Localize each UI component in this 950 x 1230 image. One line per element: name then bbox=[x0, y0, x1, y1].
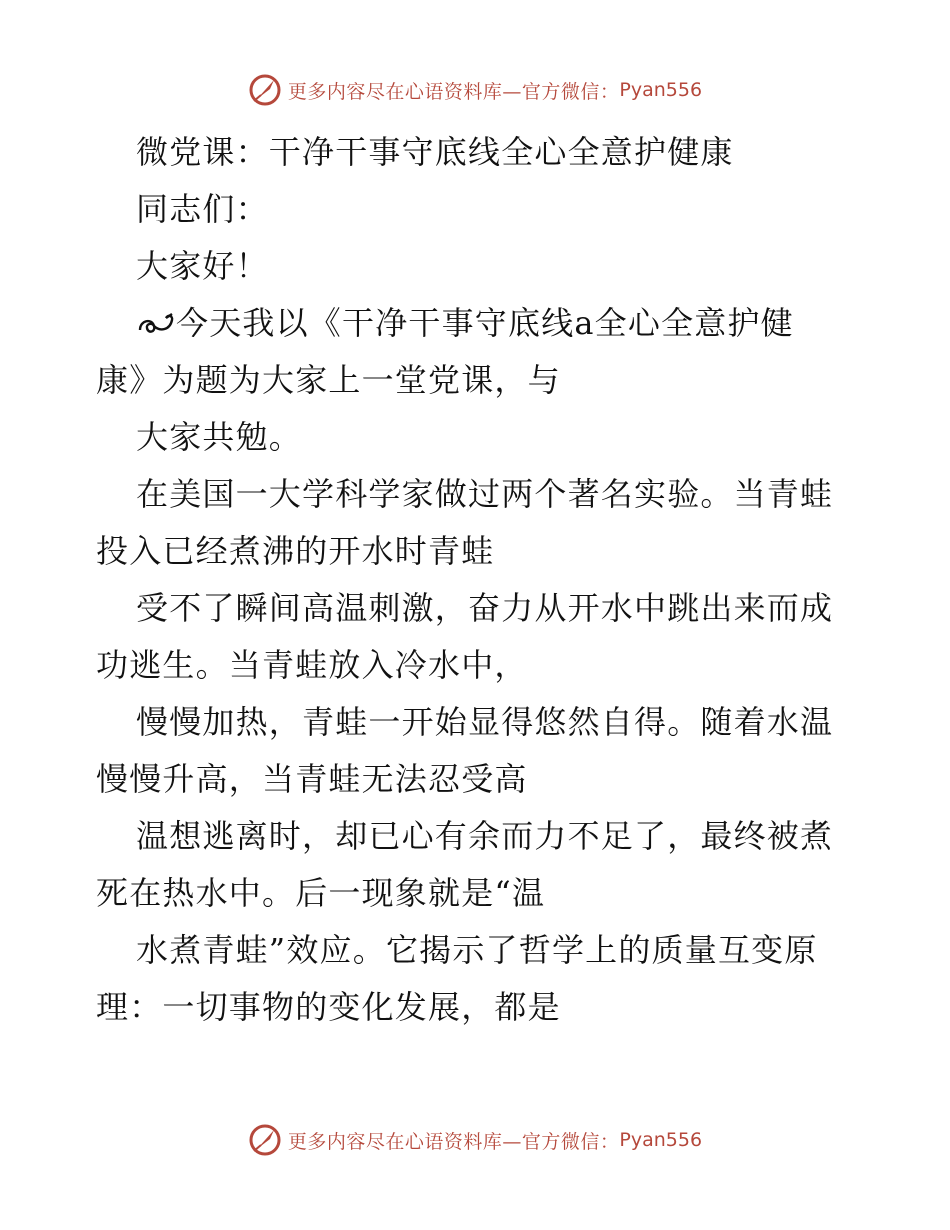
footer-banner bbox=[0, 1120, 950, 1160]
banner-contact: Pyan556 bbox=[619, 1129, 703, 1151]
feather-pen-circle-icon bbox=[248, 73, 282, 107]
text-line: 受不了瞬间高温刺激，奋力从开水中跳出来而成 bbox=[136, 589, 834, 627]
feather-pen-circle-icon bbox=[248, 1123, 282, 1157]
text-line: 功逃生。当青蛙放入冷水中， bbox=[96, 646, 528, 684]
text-line: 在美国一大学科学家做过两个著名实验。当青蛙 bbox=[136, 475, 834, 513]
swirl-ornament-icon bbox=[136, 308, 176, 340]
text-line: 慢慢升高，当青蛙无法忍受高 bbox=[96, 760, 528, 798]
banner-text: 更多内容尽在心语资料库—官方微信： bbox=[287, 80, 620, 103]
text-line: 慢慢加热，青蛙一开始显得悠然自得。随着水温 bbox=[136, 703, 834, 741]
document-body bbox=[96, 124, 856, 1036]
text-line: 投入已经煮沸的开水时青蛙 bbox=[96, 532, 495, 570]
salutation: 同志们： bbox=[136, 190, 269, 228]
text-line bbox=[96, 295, 856, 352]
banner-text: 更多内容尽在心语资料库—官方微信： bbox=[287, 1130, 620, 1153]
text-line: 大家共勉。 bbox=[136, 418, 303, 456]
document-title: 微党课：干净干事守底线全心全意护健康 bbox=[136, 133, 734, 171]
text-line: 康》为题为大家上一堂党课，与 bbox=[96, 361, 561, 399]
text-line-content: 今天我以《干净干事守底线a全心全意护健 bbox=[176, 304, 794, 342]
text-line: 温想逃离时，却已心有余而力不足了，最终被煮 bbox=[136, 817, 834, 855]
text-line: 死在热水中。后一现象就是“温 bbox=[96, 874, 546, 912]
banner-contact: Pyan556 bbox=[619, 79, 703, 101]
text-line: 理：一切事物的变化发展，都是 bbox=[96, 988, 561, 1026]
text-line: 水煮青蛙”效应。它揭示了哲学上的质量互变原 bbox=[136, 931, 818, 969]
greeting: 大家好！ bbox=[136, 247, 269, 285]
header-banner bbox=[0, 70, 950, 110]
